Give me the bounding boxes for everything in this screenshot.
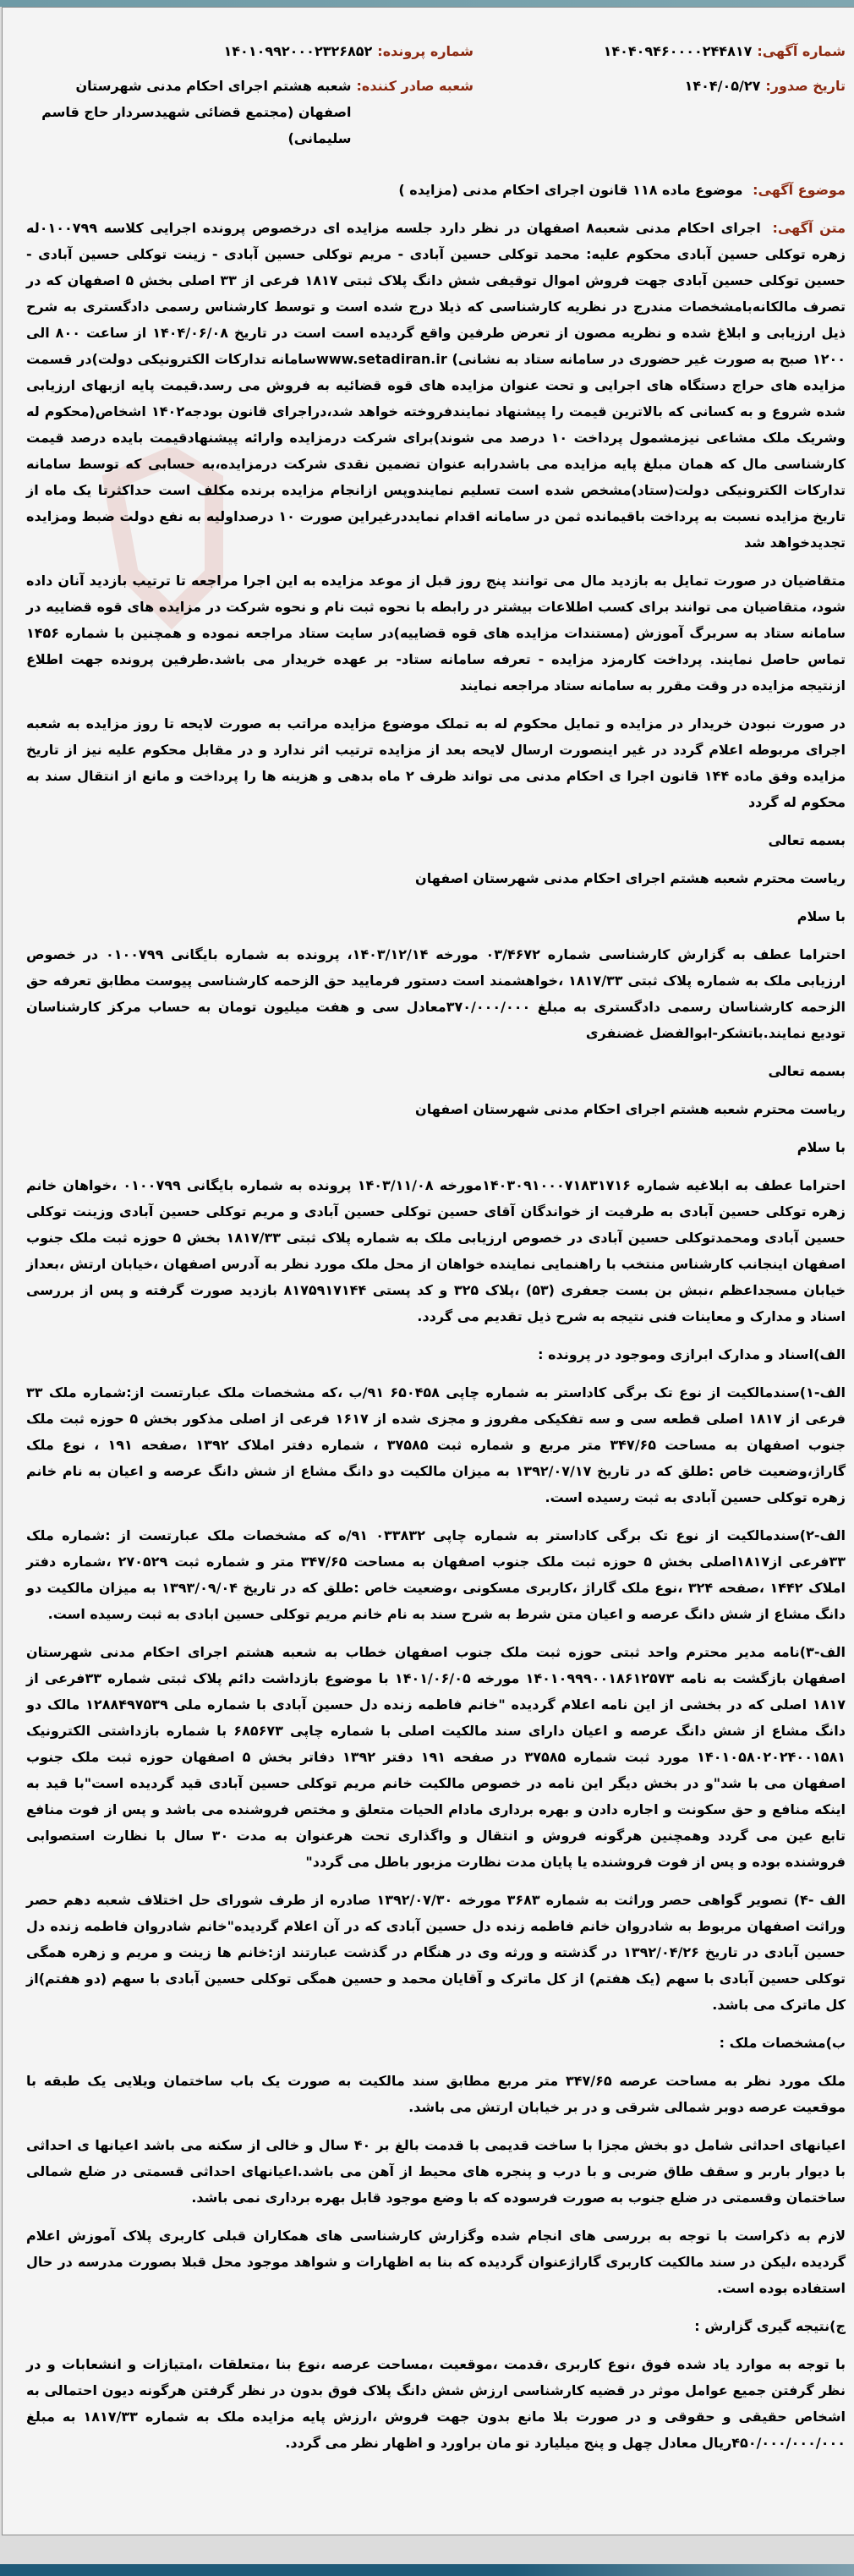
greeting-line: با سلام xyxy=(797,1139,846,1155)
issuing-branch: شعبه هشتم اجرای احکام مدنی شهرستان اصفهان (مجتمع قضائی شهیدسردار حاج قاسم سلیمانی) xyxy=(41,78,352,146)
document-item: الف-۳)نامه مدیر محترم واحد ثبتی حوزه ثبت ملک جنوب اصفهان خطاب به شعبه هشتم اجرای احکام مدنی شهرستان اصفهان بازگشت به نامه ۱۴۰۱۰۹۹۹۰۰۱۸۶۱۲۵۷۳ مورخه ۱۴۰۱/۰۶/۰۵ با موضوع بازداشت دائم پلاک ثبتی شماره ۳۳فرعی از ۱۸۱۷ اصلی که در بخشی از این نامه اعلام گردیده "خانم فاطمه زنده دل حسین آبادی با شماره ملی ۱۲۸۸۴۹۷۵۳۹ مالک دو دانگ مشاع از شش دانگ عرصه و اعیان دارای سند مالکیت اصلی با شماره چاپی ۶۸۵۶۷۳ با شماره بازداشتی الکترونیک ۱۴۰۱۰۵۸۰۲۰۲۴۰۰۱۵۸۱ مورد ثبت شماره ۳۷۵۸۵ در صفحه ۱۹۱ دفتر ۱۳۹۲ دفاتر بخش ۵ اصفهان حوزه ثبت ملک جنوب اصفهان می با شد"و در بخش دیگر این نامه در خصوص مالکیت خانم مریم توکلی حسین آبادی قید گردیده است"با قید به اینکه منافع و حق سکونت و اجاره دادن و بهره برداری مادام الحیات متعلق و مختص فروشنده می باشد و پس از فوت منافع تابع عین می گردد وهمچنین هرگونه فروش و انتقال و واگذاری تحت هرعنوان به مدت ۳۰ سال با نظارت استصوابی فروشنده بوده و پس از فوت فروشنده یا پایان مدت نظارت مزبور باطل می گردد" xyxy=(26,1644,846,1870)
section-heading-b: ب)مشخصات ملک : xyxy=(719,2035,846,2051)
notice-header xyxy=(26,38,846,151)
notice-paragraph xyxy=(26,215,846,556)
issuing-branch-label: شعبه صادر کننده: xyxy=(356,78,474,94)
notice-panel xyxy=(2,7,854,2535)
issue-date-label: تاریخ صدور: xyxy=(765,78,846,94)
bismillah-heading: بسمه تعالی xyxy=(768,832,846,848)
issuing-branch-field xyxy=(26,73,474,151)
case-number-label: شماره پرونده: xyxy=(377,43,474,59)
case-number: ۱۴۰۱۰۹۹۲۰۰۰۲۳۲۶۸۵۲ xyxy=(223,43,373,59)
section-heading-a: الف)اسناد و مدارک ابرازی وموجود در پرونده : xyxy=(538,1346,846,1362)
bismillah-heading: بسمه تعالی xyxy=(768,1063,846,1079)
window-bottom-bar xyxy=(0,2564,854,2576)
document-item: الف -۴) تصویر گواهی حصر وراثت به شماره ۳۶۸۳ مورخه ۱۳۹۲/۰۷/۳۰ صادره از طرف شورای حل اختلاف شعبه دهم حصر وراثت اصفهان مربوط به شادروان خانم فاطمه زنده دل حسین آبادی که در آن اعلام گردیده"خانم شادروان فاطمه زنده دل حسین آبادی در تاریخ ۱۳۹۲/۰۴/۲۶ در گذشته و ورثه وی در هنگام در گذشت عبارتند از:خانم ها زینت و مریم و زهره همگی توکلی حسین آبادی با سهم (یک هفتم) از کل ماترک و آقایان محمد و حسین همگی توکلی حسین آبادی با سهم (دو هفتم)از کل ماترک می باشد. xyxy=(26,1892,846,2013)
notice-number-label: شماره آگهی: xyxy=(757,43,846,59)
document-item: الف-۱)سندمالکیت از نوع تک برگی کاداستر به شماره چاپی ۶۵۰۴۵۸ ۹۱/ب ،که مشخصات ملک عبارتست از:شماره ملک ۳۳ فرعی از ۱۸۱۷ اصلی قطعه سی و سه تفکیکی مفروز و مجزی شده از ۱۶۱۷ فرعی از اصلی مذکور بخش ۵ حوزه ثبت ملک جنوب اصفهان به مساحت ۳۴۷/۶۵ متر مربع و شماره ثبت ۳۷۵۸۵ ، شماره دفتر املاک ۱۳۹۲ ،صفحه ۱۹۱ ، نوع ملک گاراژ،وضعیت خاص :طلق که در تاریخ ۱۳۹۲/۰۷/۱۷ به میزان مالکیت دو دانگ مشاع از شش دانگ عرصه و اعیان به نام خانم زهره توکلی حسین آبادی به ثبت رسیده است. xyxy=(26,1384,846,1505)
addressee-line: ریاست محترم شعبه هشتم اجرای احکام مدنی شهرستان اصفهان xyxy=(415,1101,846,1117)
addressee-line: ریاست محترم شعبه هشتم اجرای احکام مدنی شهرستان اصفهان xyxy=(415,870,846,886)
notice-subject xyxy=(26,177,846,203)
window-top-bar xyxy=(0,0,854,7)
notice-paragraph: ملک مورد نظر به مساحت عرصه ۳۴۷/۶۵ متر مربع مطابق سند مالکیت به صورت یک باب ساختمان ویلایی یک طبقه با موقعیت عرصه دوبر شمالی شرقی و در بر خیابان ارتش می باشد. xyxy=(26,2073,846,2115)
notice-content xyxy=(3,8,854,2476)
notice-paragraph: متقاضیان در صورت تمایل به بازدید مال می توانند پنج روز قبل از موعد مزایده به این اجرا مراجعه تا ترتیب بازدید آنان داده شود، متقاضیان می توانند برای کسب اطلاعات بیشتر در رابطه با نحوه ثبت نام و نحوه شرکت در مزایده های قوه قضاییه در سامانه ستاد به سربرگ آموزش (مستندات مزایده های قوه قضاییه)در سایت ستاد مراجعه نموده و همچنین با شماره ۱۴۵۶ تماس حاصل نمایند. پرداخت کارمزد مزایده - تعرفه سامانه ستاد- بر عهده خریدار می باشد.طرفین پرونده جهت اطلاع ازنتیجه مزایده در وقت مقرر به سامانه ستاد مراجعه نمایند xyxy=(26,573,846,693)
notice-paragraph: با توجه به موارد یاد شده فوق ،نوع کاربری ،قدمت ،موقعیت ،مساحت عرصه ،نوع بنا ،متعلقات ،امتیازات و انشعابات و در نظر گرفتن جمیع عوامل موثر در قضیه کارشناسی ارزش شش دانگ پلاک فوق بدون در نظر گرفتن هرگونه دیون احتمالی به اشخاص حقیقی و حقوقی و در صورت بلا مانع بدون جهت فروش ،ارزش پایه مزایده ملک به شماره ۱۸۱۷/۳۳ به مبلغ ۴۵۰/۰۰۰/۰۰۰/۰۰۰ریال معادل چهل و پنج میلیارد تو مان براورد و اظهار نظر می گردد. xyxy=(26,2356,846,2451)
document-item: الف-۲)سندمالکیت از نوع تک برگی کاداستر به شماره چاپی ۰۳۳۸۳۲ ۹۱/ه که مشخصات ملک عبارتست از :شماره ملک ۳۳فرعی از۱۸۱۷اصلی بخش ۵ حوزه ثبت ملک جنوب اصفهان به مساحت ۳۴۷/۶۵ متر و شماره ثبت ۲۷۰۵۲۹ ،شماره دفتر املاک ۱۴۴۲ ،صفحه ۳۲۴ ،نوع ملک گاراژ ،کاربری مسکونی ،وضعیت خاص :طلق که در تاریخ ۱۳۹۳/۰۹/۰۴ به میزان مالکیت دو دانگ مشاع از شش دانگ عرصه و اعیان متن شرط به شرح سند به نام خانم مریم توکلی حسین ابادی به ثبت رسیده است. xyxy=(26,1527,846,1622)
text-label: متن آگهی: xyxy=(772,220,846,236)
paragraph-text: اجرای احکام مدنی شعبه۸ اصفهان در نظر دارد جلسه مزایده ای درخصوص پرونده اجرایی کلاسه ۰۱۰۰۷۹۹له زهره توکلی حسین آبادی محکوم علیه: محمد توکلی حسین آبادی - مریم توکلی حسین آبادی - زینت توکلی حسین آبادی - حسین توکلی حسین آبادی جهت فروش اموال توقیفی شش دانگ پلاک ثبتی ۱۸۱۷ فرعی از ۳۳ اصلی بخش ۵ اصفهان که در تصرف مالکانه‌بامشخصات مندرج در نظریه کارشناسی که ذیلا درج شده است و توسط کارشناس رسمی دادگستری به شرح ذیل ارزیابی و ابلاغ شده و نظریه مصون از تعرض طرفین واقع گردیده است است در تاریخ ۱۴۰۴/۰۶/۰۸ از ساعت ۸۰۰ الی ۱۲۰۰ صبح به صورت غیر حضوری در سامانه ستاد به نشانی) www.setadiran.irسامانه تدارکات الکترونیکی دولت)در قسمت مزایده های حراج دستگاه های اجرایی و تحت عنوان مزایده های قوه قضائیه به فروش می رسد.قیمت پایه ازبهای ارزیابی شده شروع و به کسانی که بالاترین قیمت را پیشنهاد نمایندفروخته خواهد شد،دراجرای قانون بودجه۱۴۰۲ اشخاص(محکوم له وشریک ملک مشاعی نیزمشمول پرداخت ۱۰ درصد می شوند)برای شرکت درمزایده وارائه پیشنهادقیمت بایده درصد قیمت کارشناسی مال که همان مبلغ پایه مزایده می باشدرابه عنوان تضمین نقدی شرکت درمزایده،به حسابی که توسط سامانه تدارکات الکترونیکی دولت(ستاد)مشخص شده است تسلیم نمایندوپس ازانجام مزایده برنده مکلف است حداکثرتا یک ماه از تاریخ مزایده نسبت به پرداخت باقیمانده ثمن در سامانه اقدام نمایددرغیراین صورت ۱۰ درصداولیه به نفع دولت ضبط ومزایده تجدیدخواهد شد xyxy=(26,220,846,551)
subject-text: موضوع ماده ۱۱۸ قانون اجرای احکام مدنی (مزایده ) xyxy=(398,182,743,198)
notice-number: ۱۴۰۴۰۹۴۶۰۰۰۰۲۴۴۸۱۷ xyxy=(603,43,753,59)
section-heading-c: ج)نتیجه گیری گزارش : xyxy=(694,2318,846,2334)
case-number-field xyxy=(26,38,474,64)
notice-number-field xyxy=(474,38,846,64)
status-strip xyxy=(0,2535,854,2564)
notice-paragraph: در صورت نبودن خریدار در مزایده و تمایل محکوم له به تملک موضوع مزایده مراتب به صورت لایحه تا روز مزایده به شعبه اجرای مربوطه اعلام گردد در غیر اینصورت ارسال لایحه بعد از مزایده ترتیب اثر ندارد و در مقابل محکوم علیه نیز از تاریخ مزایده وفق ماده ۱۴۴ قانون اجرا ی احکام مدنی می تواند ظرف ۲ ماه بدهی و هزینه ها را پرداخت و مانع از انتقال سند به محکوم له گردد xyxy=(26,715,846,810)
subject-label: موضوع آگهی: xyxy=(753,182,846,198)
notice-paragraph: احتراما عطف به گزارش کارشناسی شماره ۰۳/۴۶۷۲ مورخه ۱۴۰۳/۱۲/۱۴، پرونده به شماره بایگانی ۰۱۰۰۷۹۹ در خصوص ارزیابی ملک به شماره پلاک ثبتی ۱۸۱۷/۳۳ ،خواهشمند است دستور فرمایید حق الزحمه کارشناسی پیوست مطابق تعرفه حق الزحمه کارشناسان رسمی دادگستری به مبلغ ۳۷۰/۰۰۰/۰۰۰معادل سی و هفت میلیون تومان به حساب مرکز کارشناسان تودیع نمایند.باتشکر-ابوالفضل غضنفری xyxy=(26,946,846,1041)
notice-paragraph: احتراما عطف به ابلاغیه شماره ۱۴۰۳۰۹۱۰۰۰۷۱۸۳۱۷۱۶مورخه ۱۴۰۳/۱۱/۰۸ پرونده به شماره بایگانی ۰۱۰۰۷۹۹ ،خواهان خانم زهره توکلی حسین آبادی به طرفیت از خواندگان آقای حسین توکلی حسین آبادی و مریم توکلی حسین آبادی وزینت توکلی حسین آبادی ومحمدتوکلی حسین آبادی در خصوص ارزیابی ملک به شماره پلاک ثبتی ۱۸۱۷/۳۳ بخش ۵ حوزه ثبت ملک جنوب اصفهان اینجانب کارشناس منتخب با راهنمایی نماینده خواهان از محل ملک مورد نظر به آدرس اصفهان ،خیابان ارتش ،بعداز خیابان مسجداعظم ،نبش بن بست جعفری (۵۳) ،پلاک ۳۲۵ و کد پستی ۸۱۷۵۹۱۷۱۴۴ بازدید صورت گرفته و پس از بررسی اسناد و مدارک و معاینات فنی نتیجه به شرح ذیل تقدیم می گردد. xyxy=(26,1177,846,1324)
notice-paragraph: لازم به ذکراست با توجه به بررسی های انجام شده وگزارش کارشناسی های همکاران قبلی کاربری پلاک آموزش اعلام گردیده ،لیکن در سند مالکیت کاربری گاراژعنوان گردیده که بنا به اظهارات و شواهد موجود محل قبلا بصورت مدرسه در حال استفاده بوده است. xyxy=(26,2228,846,2296)
greeting-line: با سلام xyxy=(797,908,846,924)
notice-paragraph: اعیانهای احداثی شامل دو بخش مجزا با ساخت قدیمی با قدمت بالغ بر ۴۰ سال و خالی از سکنه می باشد اعیانها ی احداثی با دیوار باربر و سقف طاق ضربی و با درب و پنجره های محیط از آهن می باشد.اعیانهای احداثی قسمتی در ضلع شمالی ساختمان وقسمتی در ضلع جنوب به صورت فرسوده که با وضع موجود قابل بهره برداری نمی باشد. xyxy=(26,2137,846,2206)
issue-date: ۱۴۰۴/۰۵/۲۷ xyxy=(684,78,761,94)
issue-date-field xyxy=(474,73,846,151)
